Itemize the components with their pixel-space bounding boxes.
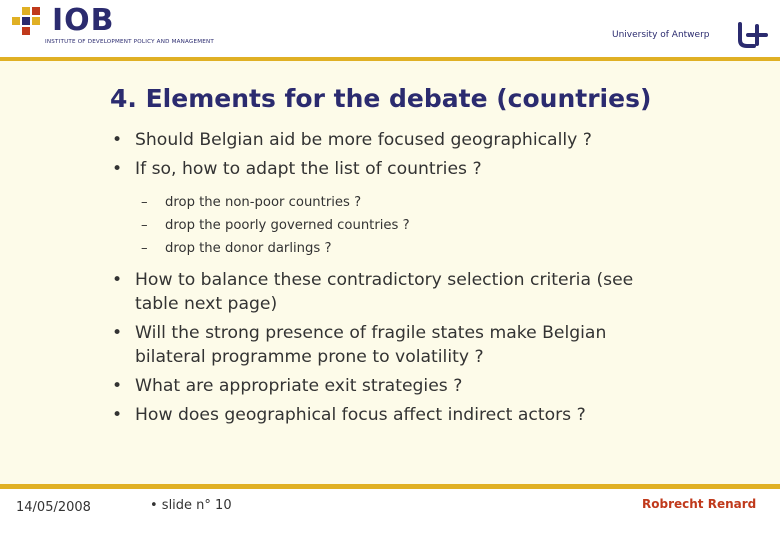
bullet-item	[108, 268, 728, 316]
bullet-text-line: Will the strong presence of fragile states make Belgian	[135, 323, 607, 343]
bullet-item	[108, 321, 728, 369]
bullet-dot-icon: •	[112, 270, 123, 290]
bullet-text-line: bilateral programme prone to volatility ?	[135, 347, 484, 367]
bullet-item	[108, 128, 728, 152]
bullet-text-line: How does geographical focus affect indirect actors ?	[135, 405, 586, 425]
author-name: Robrecht Renard	[642, 497, 757, 511]
bullet-text: Should Belgian aid be more focused geographically ?	[135, 130, 592, 150]
slide-number: • slide n° 10	[150, 498, 232, 513]
slide-date: 14/05/2008	[16, 500, 91, 515]
sub-bullet-text: drop the non-poor countries ?	[165, 195, 362, 210]
bullet-text: If so, how to adapt the list of countries ?	[135, 159, 482, 179]
header-divider	[0, 57, 780, 61]
sub-bullet-item	[108, 214, 728, 237]
iob-logo	[12, 5, 242, 53]
sub-bullet-text: drop the donor darlings ?	[165, 241, 332, 256]
sub-bullet-text: drop the poorly governed countries ?	[165, 218, 410, 233]
dash-icon: –	[141, 195, 148, 210]
bullet-dot-icon: •	[112, 323, 123, 343]
header	[0, 0, 780, 57]
logo-text: IOB	[52, 3, 115, 38]
bullet-dot-icon: •	[112, 376, 123, 396]
dash-icon: –	[141, 241, 148, 256]
bullet-dot-icon: •	[112, 159, 123, 179]
logo-subtitle: INSTITUTE OF DEVELOPMENT POLICY AND MANAGEMENT	[45, 39, 214, 45]
bullet-item	[108, 403, 728, 427]
footer	[0, 489, 780, 540]
slide-title: 4. Elements for the debate (countries)	[110, 84, 652, 113]
slide-content	[108, 128, 728, 427]
bullet-dot-icon: •	[112, 130, 123, 150]
bullet-text-line: table next page)	[135, 294, 278, 314]
sub-bullet-item	[108, 191, 728, 214]
bullet-text-line: How to balance these contradictory selection criteria (see	[135, 270, 634, 290]
bullet-item	[108, 374, 728, 398]
sub-bullet-item	[108, 237, 728, 260]
logo-squares-icon	[12, 7, 48, 35]
bullet-text-line: What are appropriate exit strategies ?	[135, 376, 463, 396]
dash-icon: –	[141, 218, 148, 233]
university-antwerp-logo-icon	[734, 22, 770, 50]
bullet-item	[108, 157, 728, 181]
bullet-dot-icon: •	[112, 405, 123, 425]
university-label: University of Antwerp	[612, 30, 710, 40]
